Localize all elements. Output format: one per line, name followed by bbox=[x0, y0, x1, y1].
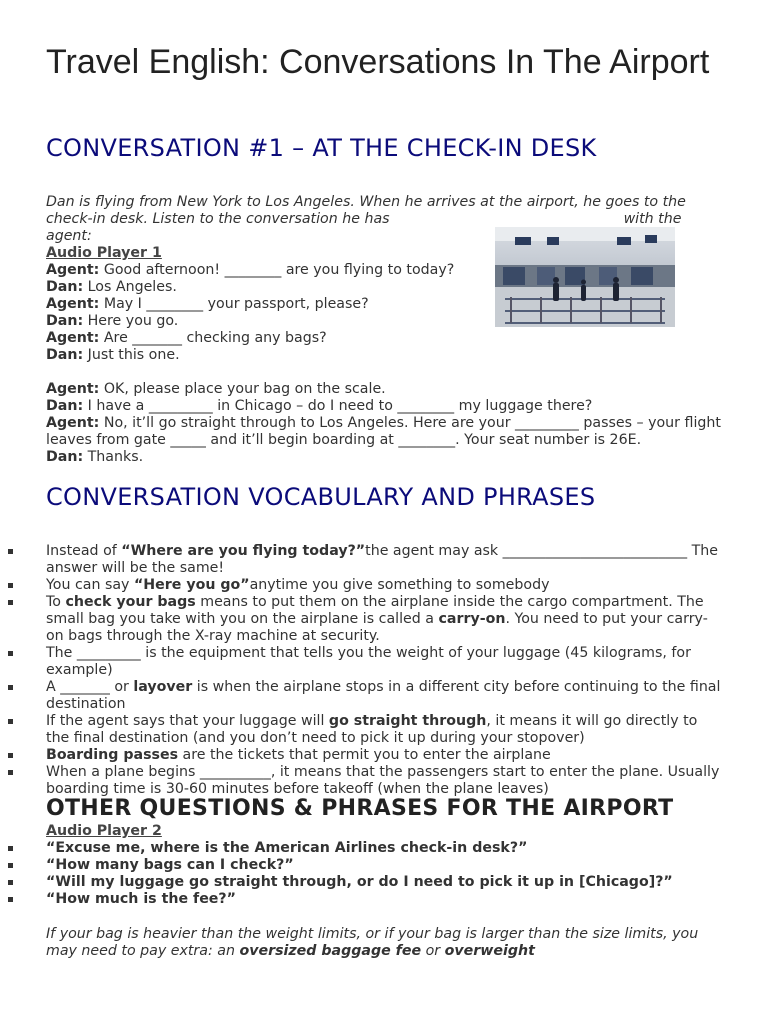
dialogue-line: Agent: May I ________ your passport, please? bbox=[46, 296, 369, 312]
vocabulary-list bbox=[46, 543, 722, 798]
list-item: “How much is the fee?” bbox=[46, 891, 722, 908]
list-item: To check your bags means to put them on the airplane inside the cargo compartment. The small bag you take with you on the airplane is called a carry-on. You need to put your carry-on bags through the X-ray machine at security. bbox=[46, 594, 722, 645]
list-item: When a plane begins __________, it means that the passengers start to enter the plane. Usually boarding time is 30-60 minutes before takeoff (when the plane leaves) bbox=[46, 764, 722, 798]
list-item: “How many bags can I check?” bbox=[46, 857, 722, 874]
list-item: “Will my luggage go straight through, or do I need to pick it up in [Chicago]?” bbox=[46, 874, 722, 891]
dialogue-line: Dan: I have a _________ in Chicago – do I need to ________ my luggage there? bbox=[46, 398, 593, 414]
dialogue-line: Dan: Just this one. bbox=[46, 347, 180, 363]
dialogue-line: Dan: Los Angeles. bbox=[46, 279, 177, 295]
dialogue-line: Dan: Thanks. bbox=[46, 449, 144, 465]
page-title: Travel English: Conversations In The Airport bbox=[46, 43, 710, 81]
audio-player-2-link[interactable]: Audio Player 2 bbox=[46, 823, 162, 839]
dialogue-line: Agent: Good afternoon! ________ are you flying to today? bbox=[46, 262, 455, 278]
airport-phrases-list bbox=[46, 840, 722, 908]
list-item: A _______ or layover is when the airplane stops in a different city before continuing to the final destination bbox=[46, 679, 721, 712]
dialogue-line: Agent: OK, please place your bag on the scale. bbox=[46, 381, 386, 397]
list-item: Boarding passes are the tickets that permit you to enter the airplane bbox=[46, 747, 722, 764]
list-item: Instead of “Where are you flying today?”the agent may ask __________________________ The answer will be the same! bbox=[46, 543, 722, 577]
audio-player-1-link[interactable]: Audio Player 1 bbox=[46, 245, 162, 261]
other-questions-heading: OTHER QUESTIONS & PHRASES FOR THE AIRPORT bbox=[46, 796, 674, 821]
dialogue-line: Dan: Here you go. bbox=[46, 313, 179, 329]
list-item: The _________ is the equipment that tells you the weight of your luggage (45 kilograms, for example) bbox=[46, 645, 722, 679]
dialogue-line: Agent: No, it’ll go straight through to Los Angeles. Here are your _________ passes – your flight leaves from gate _____ and it’ll begin boarding at ________. Your seat number is 26E. bbox=[46, 415, 721, 448]
list-item: If the agent says that your luggage will go straight through, it means it will go directly to the final destination (and you don’t need to pick it up during your stopover) bbox=[46, 713, 722, 747]
list-item: You can say “Here you go”anytime you give something to somebody bbox=[46, 577, 722, 594]
dialogue-line: Agent: Are _______ checking any bags? bbox=[46, 330, 327, 346]
conversation-dialogue bbox=[46, 245, 486, 364]
conversation-1-heading: CONVERSATION #1 – AT THE CHECK-IN DESK bbox=[46, 134, 597, 162]
conversation-intro: Dan is flying from New York to Los Angeles. When he arrives at the airport, he goes to the check-in desk. Listen to the conversation he has with the agent: bbox=[46, 194, 686, 244]
airport-checkin-photo bbox=[495, 227, 675, 327]
fee-note: If your bag is heavier than the weight limits, or if your bag is larger than the size limits, you may need to pay extra: an oversized baggage fee or overweight bbox=[46, 926, 699, 959]
conversation-dialogue-cont bbox=[46, 381, 722, 466]
list-item: “Excuse me, where is the American Airlines check-in desk?” bbox=[46, 840, 722, 857]
vocabulary-heading: CONVERSATION VOCABULARY AND PHRASES bbox=[46, 483, 596, 511]
